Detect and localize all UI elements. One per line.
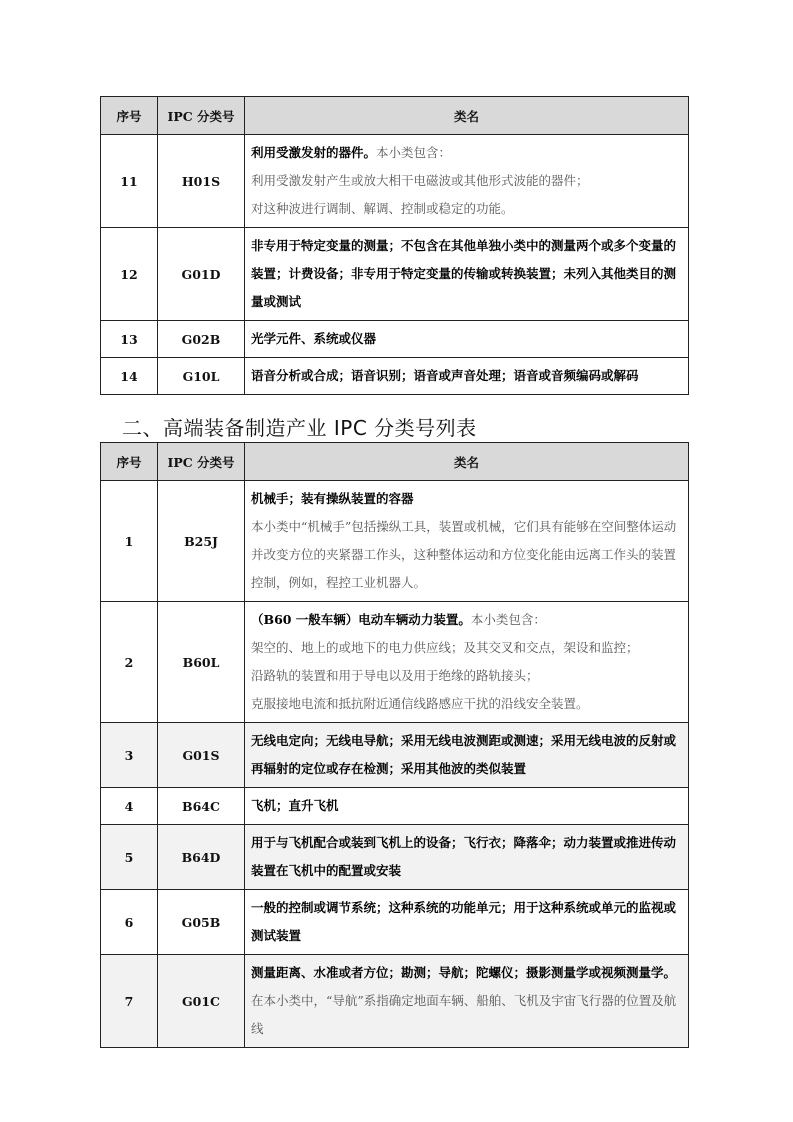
row-serial: 7 xyxy=(101,955,158,1048)
row-serial: 13 xyxy=(101,321,158,358)
row-class-name xyxy=(245,135,689,228)
header-serial: 序号 xyxy=(101,443,158,481)
table-row xyxy=(101,358,689,395)
class-name-bold: （B60 一般车辆）电动车辆动力装置。 xyxy=(251,612,471,627)
class-name-bold: 飞机；直升飞机 xyxy=(251,798,339,813)
row-ipc-code: G02B xyxy=(158,321,245,358)
table-row xyxy=(101,890,689,955)
row-class-name xyxy=(245,825,689,890)
row-class-name xyxy=(245,955,689,1048)
class-name-bold: 无线电定向；无线电导航；采用无线电波测距或测速；采用无线电波的反射或再辐射的定位或存在检测；采用其他波的类似装置 xyxy=(251,733,677,776)
row-ipc-code: B25J xyxy=(158,481,245,602)
row-serial: 6 xyxy=(101,890,158,955)
table-header-row xyxy=(101,97,689,135)
table-row xyxy=(101,788,689,825)
class-name-bold: 一般的控制或调节系统；这种系统的功能单元；用于这种系统或单元的监视或测试装置 xyxy=(251,900,677,943)
header-class-name: 类名 xyxy=(245,97,689,135)
class-name-bold: 光学元件、系统或仪器 xyxy=(251,331,377,346)
class-name-bold: 机械手；装有操纵装置的容器 xyxy=(251,491,414,506)
table-row xyxy=(101,228,689,321)
table-row xyxy=(101,723,689,788)
class-name-bold: 测量距离、水准或者方位；勘测；导航；陀螺仪；摄影测量学或视频测量学。 xyxy=(251,965,677,980)
row-class-name xyxy=(245,723,689,788)
row-class-name xyxy=(245,481,689,602)
class-name-bold: 用于与飞机配合或装到飞机上的设备；飞行衣；降落伞；动力装置或推进传动装置在飞机中的配置或安装 xyxy=(251,835,677,878)
row-ipc-code: B64D xyxy=(158,825,245,890)
header-class-name: 类名 xyxy=(245,443,689,481)
row-ipc-code: B60L xyxy=(158,602,245,723)
class-name-description: 本小类包含： 架空的、地上的或地下的电力供应线；及其交叉和交点，架设和监控； 沿路轨的装置和用于导电以及用于绝缘的路轨接头； 克服接地电流和抵抗附近通信线路感应干扰的沿线安全装置。 xyxy=(251,612,639,711)
class-name-bold: 利用受激发射的器件。 xyxy=(251,145,377,160)
header-ipc-code: IPC 分类号 xyxy=(158,443,245,481)
table2-body xyxy=(101,481,689,1048)
table-row xyxy=(101,825,689,890)
row-ipc-code: B64C xyxy=(158,788,245,825)
table-row xyxy=(101,135,689,228)
ipc-table-1 xyxy=(100,96,689,395)
table-row xyxy=(101,602,689,723)
row-serial: 5 xyxy=(101,825,158,890)
row-serial: 14 xyxy=(101,358,158,395)
class-name-bold: 语音分析或合成；语音识别；语音或声音处理；语音或音频编码或解码 xyxy=(251,368,639,383)
class-name-bold: 非专用于特定变量的测量；不包含在其他单独小类中的测量两个或多个变量的装置；计费设备；非专用于特定变量的传输或转换装置；未列入其他类目的测量或测试 xyxy=(251,238,677,309)
row-serial: 4 xyxy=(101,788,158,825)
row-ipc-code: G01D xyxy=(158,228,245,321)
row-class-name xyxy=(245,788,689,825)
class-name-description: 本小类包含： 利用受激发射产生或放大相干电磁波或其他形式波能的器件； 对这种波进行调制、解调、控制或稳定的功能。 xyxy=(251,145,589,216)
row-ipc-code: G01S xyxy=(158,723,245,788)
table-row xyxy=(101,321,689,358)
row-class-name xyxy=(245,358,689,395)
row-serial: 3 xyxy=(101,723,158,788)
row-ipc-code: H01S xyxy=(158,135,245,228)
row-ipc-code: G05B xyxy=(158,890,245,955)
row-class-name xyxy=(245,228,689,321)
row-serial: 2 xyxy=(101,602,158,723)
row-serial: 11 xyxy=(101,135,158,228)
row-serial: 12 xyxy=(101,228,158,321)
row-ipc-code: G10L xyxy=(158,358,245,395)
header-serial: 序号 xyxy=(101,97,158,135)
table1-body xyxy=(101,135,689,395)
row-class-name xyxy=(245,602,689,723)
row-class-name xyxy=(245,321,689,358)
row-serial: 1 xyxy=(101,481,158,602)
class-name-description: 本小类中“机械手”包括操纵工具，装置或机械，它们具有能够在空间整体运动并改变方位的夹紧器工作头，这种整体运动和方位变化能由远离工作头的装置控制，例如，程控工业机器人。 xyxy=(251,519,677,590)
row-class-name xyxy=(245,890,689,955)
ipc-table-2 xyxy=(100,442,689,1048)
section-title: 二、高端装备制造产业 IPC 分类号列表 xyxy=(122,416,477,440)
row-ipc-code: G01C xyxy=(158,955,245,1048)
table-header-row xyxy=(101,443,689,481)
table-row xyxy=(101,955,689,1048)
header-ipc-code: IPC 分类号 xyxy=(158,97,245,135)
table-row xyxy=(101,481,689,602)
class-name-description: 在本小类中，“导航”系指确定地面车辆、船舶、飞机及宇宙飞行器的位置及航线 xyxy=(251,993,677,1036)
